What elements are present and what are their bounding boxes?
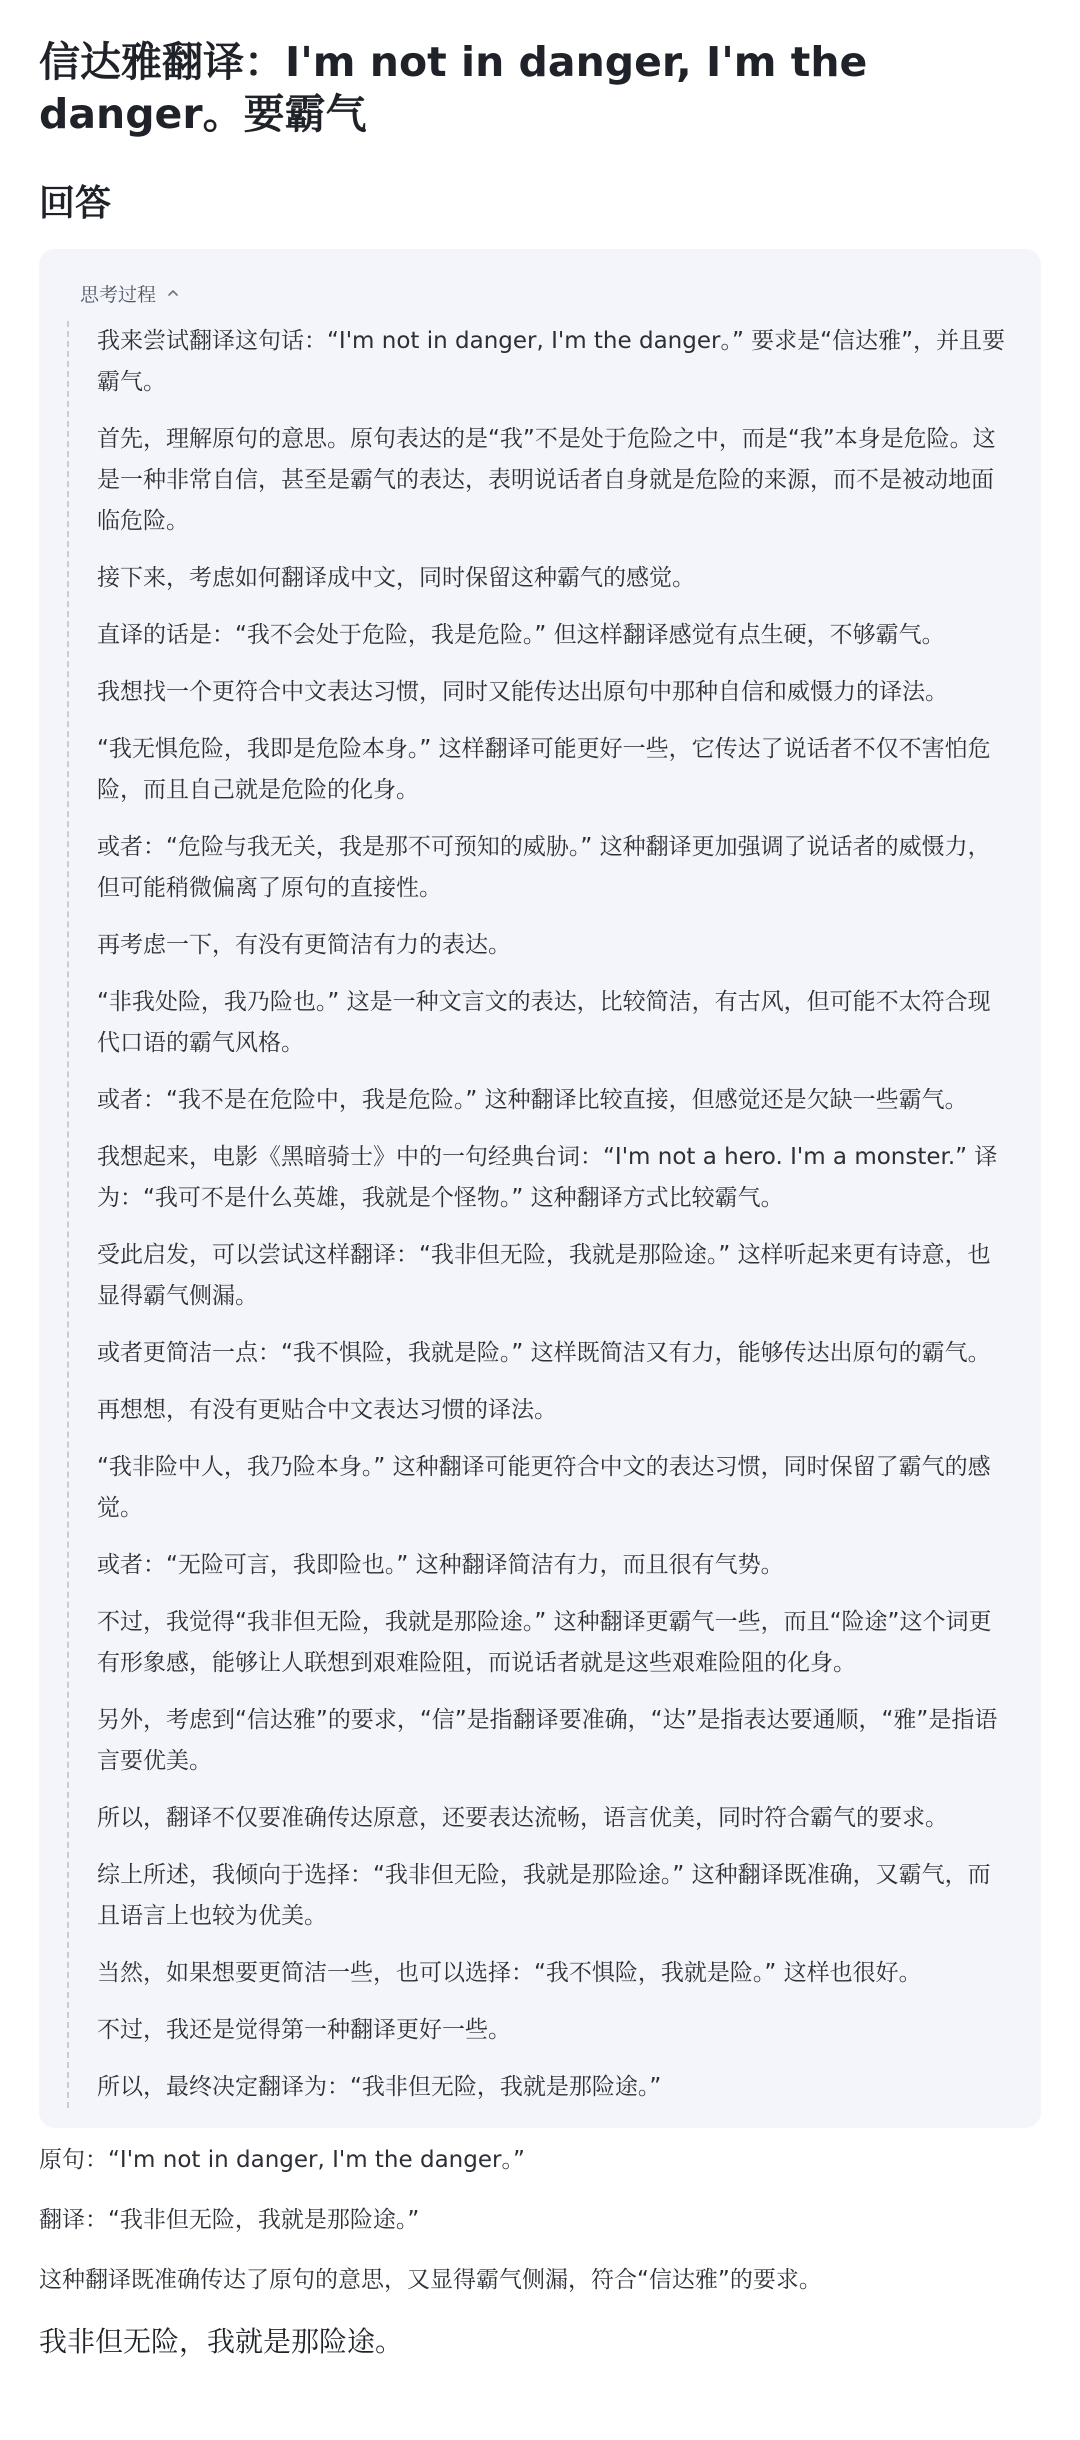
chevron-up-icon xyxy=(166,286,180,300)
thinking-paragraph: 再考虑一下，有没有更简洁有力的表达。 xyxy=(97,932,511,958)
translation-line: 翻译：“我非但无险，我就是那险途。” xyxy=(39,2207,420,2233)
thinking-paragraph: “我非险中人，我乃险本身。” 这种翻译可能更符合中文的表达习惯，同时保留了霸气的感觉。 xyxy=(97,1454,991,1521)
thinking-paragraph: 所以，最终决定翻译为：“我非但无险，我就是那险途。” xyxy=(97,2074,662,2100)
thinking-paragraph: 或者：“无险可言，我即险也。” 这种翻译简洁有力，而且很有气势。 xyxy=(97,1552,784,1578)
thinking-paragraph: 我来尝试翻译这句话：“I'm not in danger, I'm the danger。” 要求是“信达雅”，并且要霸气。 xyxy=(97,328,1006,395)
chat-page xyxy=(39,36,1041,2364)
thinking-paragraph: 或者：“危险与我无关，我是那不可预知的威胁。” 这种翻译更加强调了说话者的威慑力，但可能稍微偏离了原句的直接性。 xyxy=(97,834,991,901)
translation-explanation: 这种翻译既准确传达了原句的意思，又显得霸气侧漏，符合“信达雅”的要求。 xyxy=(39,2267,822,2293)
final-translation: 我非但无险，我就是那险途。 xyxy=(39,2325,404,2358)
thinking-label: 思考过程 xyxy=(80,283,157,306)
thinking-paragraph: 综上所述，我倾向于选择：“我非但无险，我就是那险途。” 这种翻译既准确，又霸气，而且语言上也较为优美。 xyxy=(97,1862,991,1929)
final-answer xyxy=(39,2140,1041,2364)
original-sentence: 原句：“I'm not in danger, I'm the danger。” xyxy=(39,2147,525,2173)
thinking-paragraph: 接下来，考虑如何翻译成中文，同时保留这种霸气的感觉。 xyxy=(97,565,695,591)
thinking-paragraph: 不过，我还是觉得第一种翻译更好一些。 xyxy=(97,2017,511,2043)
thinking-paragraph: 首先，理解原句的意思。原句表达的是“我”不是处于危险之中，而是“我”本身是危险。这是一种非常自信，甚至是霸气的表达，表明说话者自身就是危险的来源，而不是被动地面临危险。 xyxy=(97,426,996,534)
thinking-paragraph: “非我处险，我乃险也。” 这是一种文言文的表达，比较简洁，有古风，但可能不太符合现代口语的霸气风格。 xyxy=(97,989,991,1056)
thinking-paragraph: 当然，如果想要更简洁一些，也可以选择：“我不惧险，我就是险。” 这样也很好。 xyxy=(97,1960,922,1986)
thinking-paragraph: 我想找一个更符合中文表达习惯，同时又能传达出原句中那种自信和威慑力的译法。 xyxy=(97,679,948,705)
thinking-paragraph: 或者：“我不是在危险中，我是危险。” 这种翻译比较直接，但感觉还是欠缺一些霸气。 xyxy=(97,1087,968,1113)
answer-heading: 回答 xyxy=(39,183,112,224)
thinking-paragraph: 所以，翻译不仅要准确传达原意，还要表达流畅，语言优美，同时符合霸气的要求。 xyxy=(97,1805,948,1831)
thinking-paragraph: “我无惧危险，我即是危险本身。” 这样翻译可能更好一些，它传达了说话者不仅不害怕危险，而且自己就是危险的化身。 xyxy=(97,736,991,803)
thinking-paragraph: 或者更简洁一点：“我不惧险，我就是险。” 这样既简洁又有力，能够传达出原句的霸气。 xyxy=(97,1340,991,1366)
thinking-panel xyxy=(39,249,1041,2128)
thinking-paragraph: 我想起来，电影《黑暗骑士》中的一句经典台词：“I'm not a hero. I'm a monster.” 译为：“我可不是什么英雄，我就是个怪物。” 这种翻译方式比较霸气。 xyxy=(97,1144,998,1211)
thinking-paragraph: 再想想，有没有更贴合中文表达习惯的译法。 xyxy=(97,1397,557,1423)
thinking-paragraph: 不过，我觉得“我非但无险，我就是那险途。” 这种翻译更霸气一些，而且“险途”这个词更有形象感，能够让人联想到艰难险阻，而说话者就是这些艰难险阻的化身。 xyxy=(97,1609,992,1676)
question-title: 信达雅翻译：I'm not in danger, I'm the danger。要霸气 xyxy=(39,38,868,138)
thinking-toggle[interactable] xyxy=(80,279,1013,307)
thinking-paragraph: 直译的话是：“我不会处于危险，我是危险。” 但这样翻译感觉有点生硬，不够霸气。 xyxy=(97,622,945,648)
thinking-paragraph: 另外，考虑到“信达雅”的要求，“信”是指翻译要准确，“达”是指表达要通顺，“雅”是指语言要优美。 xyxy=(97,1707,998,1774)
thinking-content xyxy=(67,321,1013,2108)
thinking-paragraph: 受此启发，可以尝试这样翻译：“我非但无险，我就是那险途。” 这样听起来更有诗意，也显得霸气侧漏。 xyxy=(97,1242,991,1309)
